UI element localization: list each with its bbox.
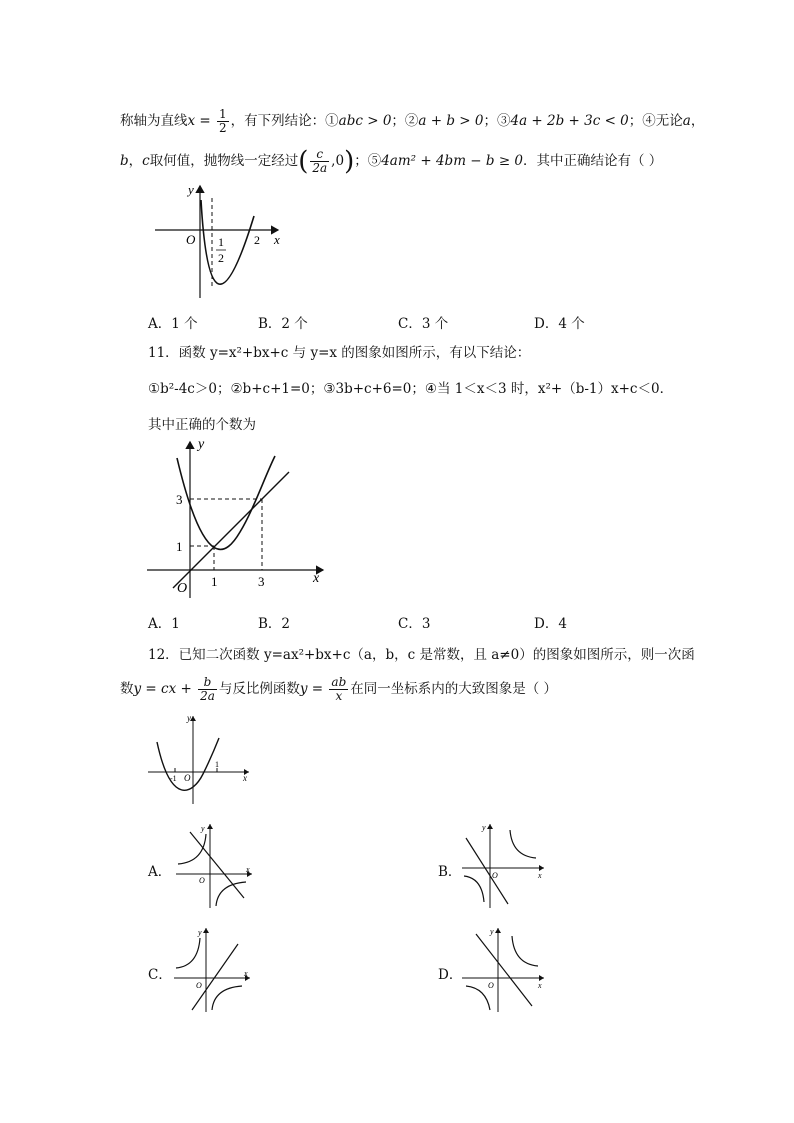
q12-figure bbox=[145, 712, 255, 811]
hyperbola-lower-left bbox=[464, 876, 484, 902]
q11-option-a[interactable]: A．1 bbox=[148, 616, 180, 632]
q12-option-d-figure[interactable] bbox=[458, 922, 553, 1021]
x-label: x bbox=[313, 571, 320, 586]
hyperbola-lower-right bbox=[212, 986, 242, 1010]
x-label: x bbox=[274, 232, 280, 247]
y-label: y bbox=[490, 927, 494, 936]
q11-figure bbox=[145, 436, 335, 605]
linear-line bbox=[190, 832, 244, 898]
q10-option-d[interactable]: D．4 个 bbox=[534, 316, 585, 332]
q10-axis-var: x bbox=[187, 113, 196, 129]
root-label: 2 bbox=[254, 233, 260, 247]
x-label: x bbox=[538, 871, 542, 880]
q12-stem: 12．已知二次函数 y=ax²+bx+c（a，b，c 是常数，且 a≠0）的图象如图所示，则一次函 bbox=[148, 647, 695, 663]
q10-c2-expr: a + b > 0 bbox=[418, 113, 484, 129]
q10-paren-right: ) bbox=[344, 146, 355, 177]
x1-label: 1 bbox=[211, 574, 218, 589]
q10-c1-mark: ① bbox=[325, 113, 339, 129]
q10-var-a: a bbox=[682, 113, 691, 129]
q11-figure-svg bbox=[145, 436, 335, 601]
q10-point-fraction: $\frac{c}{2a}$ bbox=[312, 147, 328, 175]
origin-label: O bbox=[199, 876, 205, 885]
q12-option-c-figure[interactable] bbox=[168, 922, 258, 1021]
q10-option-a[interactable]: A．1 个 bbox=[148, 316, 198, 332]
q12-linear-fraction: $\frac{b}{2a}$ bbox=[200, 675, 215, 703]
x-label: x bbox=[243, 773, 247, 783]
q12-opt-c-svg bbox=[168, 922, 258, 1017]
q11-ask: 其中正确的个数为 bbox=[148, 417, 256, 433]
q10-sep5: ；⑤ bbox=[354, 153, 382, 169]
y-label: y bbox=[187, 713, 191, 723]
hyperbola-upper-left bbox=[178, 834, 206, 864]
q12-option-c-label[interactable]: C． bbox=[148, 967, 172, 983]
q10-point-tail: ,0 bbox=[331, 153, 345, 169]
q12-opt-b-svg bbox=[458, 818, 553, 913]
linear-line bbox=[466, 838, 508, 904]
q12-line2-a: 数 bbox=[120, 681, 134, 697]
x3-label: 3 bbox=[258, 574, 265, 589]
q10-sep1: ；② bbox=[391, 113, 419, 129]
q12-inverse-eq: y = bbox=[299, 681, 328, 697]
q10-var-c: c bbox=[142, 153, 150, 169]
q10-line2-end: ．其中正确结论有（ ） bbox=[523, 153, 663, 169]
q12-figure-svg bbox=[145, 712, 255, 807]
q12-line2-b: 与反比例函数 bbox=[218, 681, 300, 697]
tick-half-num: 1 bbox=[218, 235, 224, 249]
q12-option-a-label[interactable]: A． bbox=[148, 864, 172, 880]
x-label: x bbox=[246, 865, 250, 874]
y-label: y bbox=[198, 928, 202, 937]
q10-line1-text: 称轴为直线 bbox=[120, 113, 188, 129]
q12-linear-eq: y = cx + bbox=[133, 681, 197, 697]
x-label: x bbox=[538, 981, 542, 990]
q10-comma2: ， bbox=[128, 153, 143, 169]
neg1-label: -1 bbox=[170, 774, 177, 783]
q12-option-b-figure[interactable] bbox=[458, 818, 553, 917]
q12-line2-c: 在同一坐标系内的大致图象是（ ） bbox=[350, 681, 558, 697]
q10-figure-svg bbox=[150, 180, 290, 305]
hyperbola-upper-left bbox=[176, 938, 200, 968]
q11-option-c[interactable]: C．3 bbox=[398, 616, 431, 632]
q12-inverse-fraction: $\frac{ab}{x}$ bbox=[331, 675, 347, 703]
q12-opt-a-svg bbox=[168, 818, 258, 913]
y1-label: 1 bbox=[176, 539, 183, 554]
q12-option-b-label[interactable]: B． bbox=[438, 864, 462, 880]
q10-option-b[interactable]: B．2 个 bbox=[258, 316, 308, 332]
origin-label: O bbox=[488, 981, 494, 990]
q10-sep3: ；④无论 bbox=[628, 113, 683, 129]
x-label: x bbox=[244, 969, 248, 978]
parabola bbox=[201, 200, 254, 284]
origin-label: O bbox=[177, 581, 188, 596]
q12-line2 bbox=[120, 676, 557, 703]
y-label: y bbox=[198, 437, 205, 452]
q11-stem: 11．函数 y=x²+bx+c 与 y=x 的图象如图所示，有以下结论： bbox=[148, 345, 531, 361]
q10-half-fraction: $\frac{1}{2}$ bbox=[219, 107, 227, 135]
q10-c3-expr: 4a + 2b + 3c < 0 bbox=[510, 113, 629, 129]
q10-line1 bbox=[120, 108, 704, 135]
origin-label: O bbox=[186, 232, 196, 247]
q10-comma1: ， bbox=[690, 113, 705, 129]
q10-option-c[interactable]: C．3 个 bbox=[398, 316, 449, 332]
hyperbola-upper-right bbox=[512, 936, 538, 966]
q10-line2 bbox=[120, 148, 662, 175]
q10-c1-expr: abc > 0 bbox=[338, 113, 392, 129]
tick-half-den: 2 bbox=[218, 251, 224, 265]
y-label: y bbox=[482, 823, 486, 832]
hyperbola-lower-left bbox=[466, 986, 490, 1010]
q12-opt-d-svg bbox=[458, 922, 553, 1017]
q12-option-a-figure[interactable] bbox=[168, 818, 258, 917]
q10-eq: = bbox=[195, 113, 216, 129]
q10-figure bbox=[150, 180, 290, 309]
origin-label: O bbox=[196, 981, 202, 990]
hyperbola-upper-right bbox=[510, 830, 536, 858]
q11-conclusions: ①b²-4c＞0；②b+c+1=0；③3b+c+6=0；④当 1＜x＜3 时，x²+（b-1）x+c＜0． bbox=[148, 381, 674, 397]
origin-label: O bbox=[492, 871, 498, 880]
q10-var-b: b bbox=[120, 153, 129, 169]
q10-line1-b: ，有下列结论： bbox=[230, 113, 326, 129]
y3-label: 3 bbox=[176, 492, 183, 507]
q10-sep2: ；③ bbox=[483, 113, 511, 129]
q10-c5-expr: 4am² + 4bm − b ≥ 0 bbox=[381, 153, 524, 169]
q12-option-d-label[interactable]: D． bbox=[438, 967, 463, 983]
q11-option-b[interactable]: B．2 bbox=[258, 616, 291, 632]
y-label: y bbox=[201, 824, 205, 833]
q10-paren-left: ( bbox=[298, 146, 309, 177]
y-label: y bbox=[188, 182, 194, 197]
q11-option-d[interactable]: D．4 bbox=[534, 616, 567, 632]
pos1-label: 1 bbox=[215, 760, 219, 769]
origin-label: O bbox=[184, 773, 191, 783]
q10-line2-text: 取何值，抛物线一定经过 bbox=[149, 153, 299, 169]
